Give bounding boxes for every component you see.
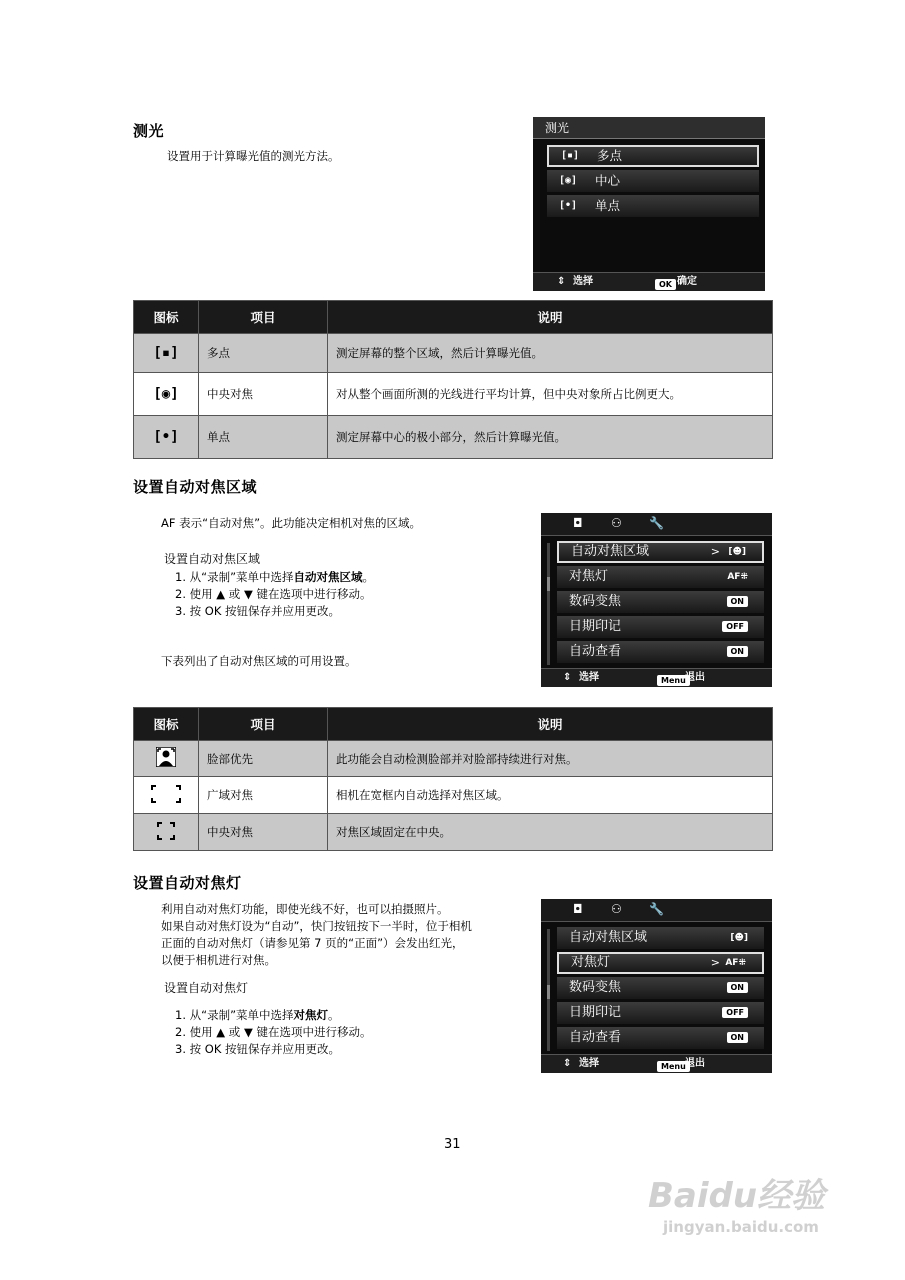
menu-icon: Menu bbox=[657, 672, 690, 690]
menu-item-af-lamp[interactable]: 对焦灯 > AF⁜ bbox=[557, 952, 764, 974]
updown-icon: ⇕ bbox=[557, 276, 566, 287]
footer-select-label: 选择 bbox=[579, 1058, 599, 1069]
footer-select-label: 选择 bbox=[573, 276, 593, 287]
item-cell: 脸部优先 bbox=[199, 741, 328, 777]
face-detect-icon bbox=[156, 747, 176, 767]
paragraph-line: 以便于相机进行对焦。 bbox=[161, 953, 276, 967]
af-lamp-icon: AF⁜ bbox=[727, 572, 748, 582]
item-cell: 单点 bbox=[199, 416, 328, 459]
item-cell: 广域对焦 bbox=[199, 777, 328, 814]
section-description: 设置用于计算曝光值的测光方法。 bbox=[167, 149, 340, 163]
section-heading-af-lamp: 设置自动对焦灯 bbox=[133, 874, 242, 892]
camera-icon[interactable]: ◘ bbox=[573, 516, 583, 530]
status-badge: ON bbox=[727, 591, 749, 613]
status-badge: ON bbox=[727, 977, 749, 999]
status-badge: ON bbox=[727, 1027, 749, 1049]
option-label: 中心 bbox=[595, 173, 621, 188]
scrollbar[interactable] bbox=[547, 929, 550, 1051]
down-arrow-icon: ▼ bbox=[243, 587, 253, 601]
footer-select-label: 选择 bbox=[579, 672, 599, 683]
metering-option[interactable] bbox=[547, 170, 759, 192]
chevron-right-icon: > bbox=[710, 956, 720, 969]
menu-item-auto-review[interactable]: 自动查看 ON bbox=[557, 1027, 764, 1049]
camera-screen-af-lamp bbox=[541, 899, 772, 1073]
camera-screen-af-area bbox=[541, 513, 772, 687]
footer-exit-label: 退出 bbox=[685, 1058, 705, 1069]
menu-item-digital-zoom[interactable]: 数码变焦 ON bbox=[557, 591, 764, 613]
multi-metering-icon: [▪] bbox=[561, 150, 580, 161]
updown-icon: ⇕ bbox=[563, 1058, 572, 1069]
multi-metering-icon: [▪] bbox=[153, 345, 179, 361]
af-area-table bbox=[133, 707, 773, 851]
table-row bbox=[134, 373, 773, 416]
af-lamp-icon: AF⁜ bbox=[725, 958, 746, 968]
ok-icon: OK bbox=[655, 276, 676, 294]
af-note: 下表列出了自动对焦区域的可用设置。 bbox=[161, 654, 357, 668]
metering-table bbox=[133, 300, 773, 459]
column-header: 说明 bbox=[328, 708, 773, 741]
down-arrow-icon: ▼ bbox=[243, 1025, 253, 1039]
menu-item-date-stamp[interactable]: 日期印记 OFF bbox=[557, 1002, 764, 1024]
item-cell: 多点 bbox=[199, 334, 328, 373]
menu-item-af-area[interactable]: 自动对焦区域 [☻] bbox=[557, 927, 764, 949]
column-header: 图标 bbox=[134, 301, 199, 334]
metering-option[interactable] bbox=[547, 195, 759, 217]
item-cell: 中央对焦 bbox=[199, 373, 328, 416]
wide-focus-icon bbox=[151, 792, 181, 806]
face-detect-icon: [☻] bbox=[728, 547, 746, 557]
af-area-subheading: 设置自动对焦区域 bbox=[164, 552, 261, 566]
video-icon[interactable]: ⚇ bbox=[611, 516, 622, 530]
wrench-icon[interactable]: 🔧 bbox=[649, 516, 664, 530]
screen-footer bbox=[541, 1054, 772, 1073]
screen-title: 测光 bbox=[533, 117, 765, 139]
paragraph-line: 正面的自动对焦灯（请参见第 7 页的“正面”）会发出红光， bbox=[161, 936, 464, 950]
item-cell: 中央对焦 bbox=[199, 814, 328, 851]
spot-metering-icon: [•] bbox=[559, 200, 578, 211]
footer-exit-label: 退出 bbox=[685, 672, 705, 683]
step-item: 2. 使用 ▲ 或 ▼ 键在选项中进行移动。 bbox=[175, 587, 372, 601]
chevron-right-icon: > bbox=[710, 545, 720, 558]
table-row bbox=[134, 777, 773, 814]
step-item: 3. 按 OK 按钮保存并应用更改。 bbox=[175, 604, 341, 618]
footer-ok-label: 确定 bbox=[677, 276, 697, 287]
up-arrow-icon: ▲ bbox=[216, 1025, 226, 1039]
up-arrow-icon: ▲ bbox=[216, 587, 226, 601]
desc-cell: 对从整个画面所测的光线进行平均计算，但中央对象所占比例更大。 bbox=[328, 373, 773, 416]
status-badge: ON bbox=[727, 641, 749, 663]
step-item: 1. 从“录制”菜单中选择对焦灯。 bbox=[175, 1008, 340, 1022]
table-row bbox=[134, 334, 773, 373]
table-row bbox=[134, 416, 773, 459]
menu-icon: Menu bbox=[657, 1058, 690, 1076]
camera-icon[interactable]: ◘ bbox=[573, 902, 583, 916]
section-heading-metering: 测光 bbox=[133, 122, 165, 140]
menu-item-date-stamp[interactable]: 日期印记 OFF bbox=[557, 616, 764, 638]
menu-tabs bbox=[541, 899, 772, 922]
step-item: 3. 按 OK 按钮保存并应用更改。 bbox=[175, 1042, 341, 1056]
center-metering-icon: [◉] bbox=[559, 175, 578, 186]
baidu-logo: Baidu经验 bbox=[648, 1176, 826, 1216]
updown-icon: ⇕ bbox=[563, 672, 572, 683]
desc-cell: 此功能会自动检测脸部并对脸部持续进行对焦。 bbox=[328, 741, 773, 777]
table-row bbox=[134, 814, 773, 851]
desc-cell: 对焦区域固定在中央。 bbox=[328, 814, 773, 851]
page-number: 31 bbox=[444, 1137, 461, 1152]
status-badge: OFF bbox=[722, 1002, 748, 1024]
step-item: 2. 使用 ▲ 或 ▼ 键在选项中进行移动。 bbox=[175, 1025, 372, 1039]
screen-footer bbox=[533, 272, 765, 291]
watermark-url: jingyan.baidu.com bbox=[663, 1218, 819, 1236]
menu-item-digital-zoom[interactable]: 数码变焦 ON bbox=[557, 977, 764, 999]
menu-item-auto-review[interactable]: 自动查看 ON bbox=[557, 641, 764, 663]
status-badge: OFF bbox=[722, 616, 748, 638]
spot-metering-icon: [•] bbox=[153, 429, 179, 445]
column-header: 说明 bbox=[328, 301, 773, 334]
desc-cell: 测定屏幕中心的极小部分，然后计算曝光值。 bbox=[328, 416, 773, 459]
column-header: 项目 bbox=[199, 301, 328, 334]
menu-item-af-area[interactable]: 自动对焦区域 > [☻] bbox=[557, 541, 764, 563]
paragraph-line: 如果自动对焦灯设为“自动”，快门按钮按下一半时，位于相机 bbox=[161, 919, 472, 933]
video-icon[interactable]: ⚇ bbox=[611, 902, 622, 916]
option-label: 多点 bbox=[597, 148, 623, 163]
center-metering-icon: [◉] bbox=[153, 386, 179, 402]
desc-cell: 相机在宽框内自动选择对焦区域。 bbox=[328, 777, 773, 814]
face-detect-icon: [☻] bbox=[730, 933, 748, 943]
camera-screen-metering bbox=[533, 117, 765, 291]
scrollbar[interactable] bbox=[547, 543, 550, 665]
step-item: 1. 从“录制”菜单中选择自动对焦区域。 bbox=[175, 570, 375, 584]
wrench-icon[interactable]: 🔧 bbox=[649, 902, 664, 916]
column-header: 图标 bbox=[134, 708, 199, 741]
af-lamp-subheading: 设置自动对焦灯 bbox=[164, 981, 249, 995]
section-heading-af-area: 设置自动对焦区域 bbox=[133, 478, 258, 496]
menu-item-af-lamp[interactable]: 对焦灯 AF⁜ bbox=[557, 566, 764, 588]
column-header: 项目 bbox=[199, 708, 328, 741]
menu-tabs bbox=[541, 513, 772, 536]
table-row bbox=[134, 741, 773, 777]
af-intro: AF 表示“自动对焦”。此功能决定相机对焦的区域。 bbox=[161, 516, 422, 530]
screen-footer bbox=[541, 668, 772, 687]
option-label: 单点 bbox=[595, 198, 621, 213]
desc-cell: 测定屏幕的整个区域，然后计算曝光值。 bbox=[328, 334, 773, 373]
center-focus-icon bbox=[157, 829, 175, 843]
paragraph-line: 利用自动对焦灯功能，即使光线不好，也可以拍摄照片。 bbox=[161, 902, 449, 916]
metering-option[interactable] bbox=[547, 145, 759, 167]
